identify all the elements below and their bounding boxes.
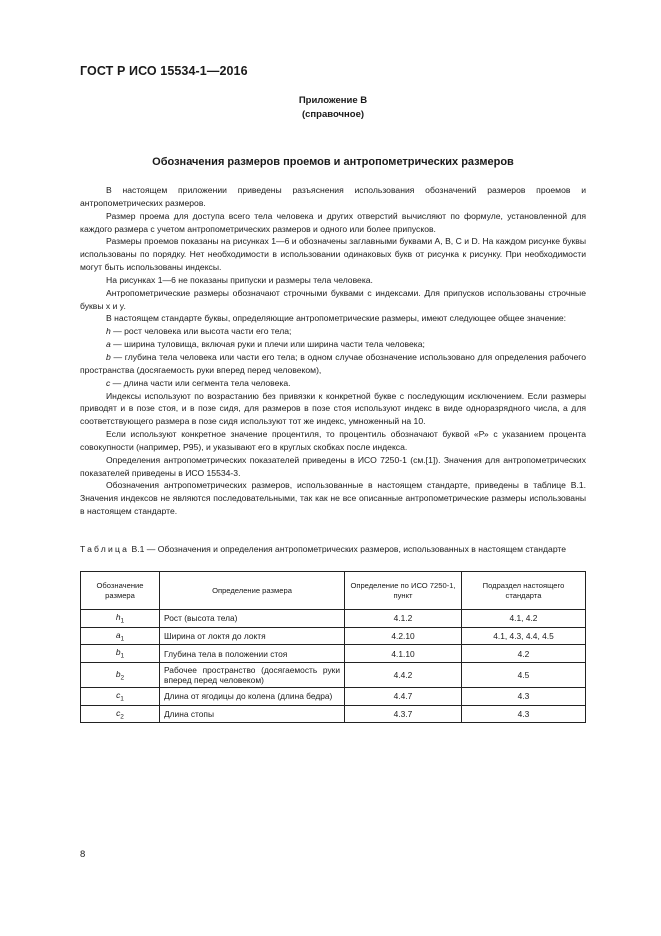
- definition-cell: Рабочее пространство (досягаемость руки вперед перед человеком): [160, 663, 345, 688]
- paragraph: Размер проема для доступа всего тела человека и других отверстий вычисляют по формуле, установленной для каждого размера с учетом антропометрических размеров и одного или более припусков.: [80, 210, 586, 234]
- table-caption: Таблица В.1 — Обозначения и определения антропометрических размеров, использованных в настоящем стандарте: [80, 544, 567, 554]
- table-row: [81, 663, 586, 688]
- column-header: Определение размера: [160, 572, 345, 610]
- symbol-cell: $b_2$: [81, 663, 160, 688]
- appendix-label: Приложение В: [298, 95, 368, 106]
- iso-clause-cell: 4.2.10: [345, 627, 462, 645]
- subsection-cell: 4.1, 4.3, 4.4, 4.5: [462, 627, 586, 645]
- table-row: [81, 688, 586, 706]
- subsection-cell: 4.1, 4.2: [462, 610, 586, 628]
- list-item: a — ширина туловища, включая руки и плечи или ширина части тела человека;: [106, 339, 425, 350]
- page-number: 8: [80, 849, 86, 860]
- symbol-cell: $c_2$: [81, 705, 160, 723]
- list-item: b — глубина тела человека или части его тела; в одном случае обозначение использовано для определения рабочего пространства (досягаемость руки вперед перед человеком),: [80, 351, 586, 375]
- table-header-row: [81, 572, 586, 610]
- paragraph: Определения антропометрических показателей приведены в ИСО 7250-1 (см.[1]). Значения для антропометрических показателей приведены в ИСО 15534-3.: [80, 454, 586, 478]
- list-item: c — длина части или сегмента тела человека.: [106, 377, 291, 388]
- document-header: ГОСТ Р ИСО 15534-1—2016: [80, 64, 248, 78]
- paragraph: На рисунках 1—6 не показаны припуски и размеры тела человека.: [106, 274, 373, 285]
- paragraph: Размеры проемов показаны на рисунках 1—6 и обозначены заглавными буквами А, В, С и D. На каждом рисунке буквы использованы по порядку. Нет необходимости в использовании одинаковых букв от рисунка к рисунку. При необходимости могут быть использованы индексы.: [80, 236, 586, 273]
- paragraph: Если используют конкретное значение процентиля, то процентиль обозначают буквой «Р» с указанием процента совокупности (например, Р95), и указывают его в круглых скобках после индекса.: [80, 429, 586, 452]
- column-header: Определение по ИСО 7250-1, пункт: [345, 572, 462, 610]
- definition-cell: Длина от ягодицы до колена (длина бедра): [160, 688, 345, 706]
- iso-clause-cell: 4.4.7: [345, 688, 462, 706]
- body-text: [80, 184, 586, 518]
- column-header: Обозначение размера: [81, 572, 160, 610]
- symbols-table: [80, 571, 586, 723]
- definition-cell: Глубина тела в положении стоя: [160, 645, 345, 663]
- iso-clause-cell: 4.1.10: [345, 645, 462, 663]
- symbol-cell: $h_1$: [81, 610, 160, 628]
- column-header: Подраздел настоящего стандарта: [462, 572, 586, 610]
- iso-clause-cell: 4.3.7: [345, 705, 462, 723]
- section-title: Обозначения размеров проемов и антропометрических размеров: [152, 156, 514, 168]
- iso-clause-cell: 4.1.2: [345, 610, 462, 628]
- definition-cell: Рост (высота тела): [160, 610, 345, 628]
- paragraph: Антропометрические размеры обозначают строчными буквами с индексами. Для припусков использованы строчные буквы x и y.: [80, 287, 586, 311]
- table-row: [81, 610, 586, 628]
- table-row: [81, 627, 586, 645]
- appendix-type: (справочное): [301, 109, 365, 120]
- symbol-cell: $c_1$: [81, 688, 160, 706]
- paragraph: Обозначения антропометрических размеров, использованные в настоящем стандарте, приведены в таблице В.1. Значения индексов не являются последовательными, так как не все описанные антропометрические размеры использованы в настоящем стандарте.: [80, 480, 586, 517]
- table-row: [81, 705, 586, 723]
- subsection-cell: 4.2: [462, 645, 586, 663]
- paragraph: В настоящем приложении приведены разъяснения использования обозначений размеров проемов и антропометрических размеров.: [80, 185, 586, 208]
- definition-cell: Длина стопы: [160, 705, 345, 723]
- subsection-cell: 4.3: [462, 688, 586, 706]
- list-item: h — рост человека или высота части его тела;: [106, 326, 292, 337]
- iso-clause-cell: 4.4.2: [345, 663, 462, 688]
- subsection-cell: 4.3: [462, 705, 586, 723]
- definition-cell: Ширина от локтя до локтя: [160, 627, 345, 645]
- table-row: [81, 645, 586, 663]
- paragraph: Индексы используют по возрастанию без привязки к конкретной букве с последующим исключением. Если размеры приводят и в позе стоя, и в позе сидя, для размеров в позе стоя используют индекс в виде одноразрядного числа, а для соответствующего размера в позе сидя используют тот же индекс, умноженный на 10.: [80, 390, 586, 427]
- symbol-cell: $a_1$: [81, 627, 160, 645]
- paragraph: В настоящем стандарте буквы, определяющие антропометрические размеры, имеют следующее общее значение:: [106, 313, 567, 324]
- symbol-cell: $b_1$: [81, 645, 160, 663]
- subsection-cell: 4.5: [462, 663, 586, 688]
